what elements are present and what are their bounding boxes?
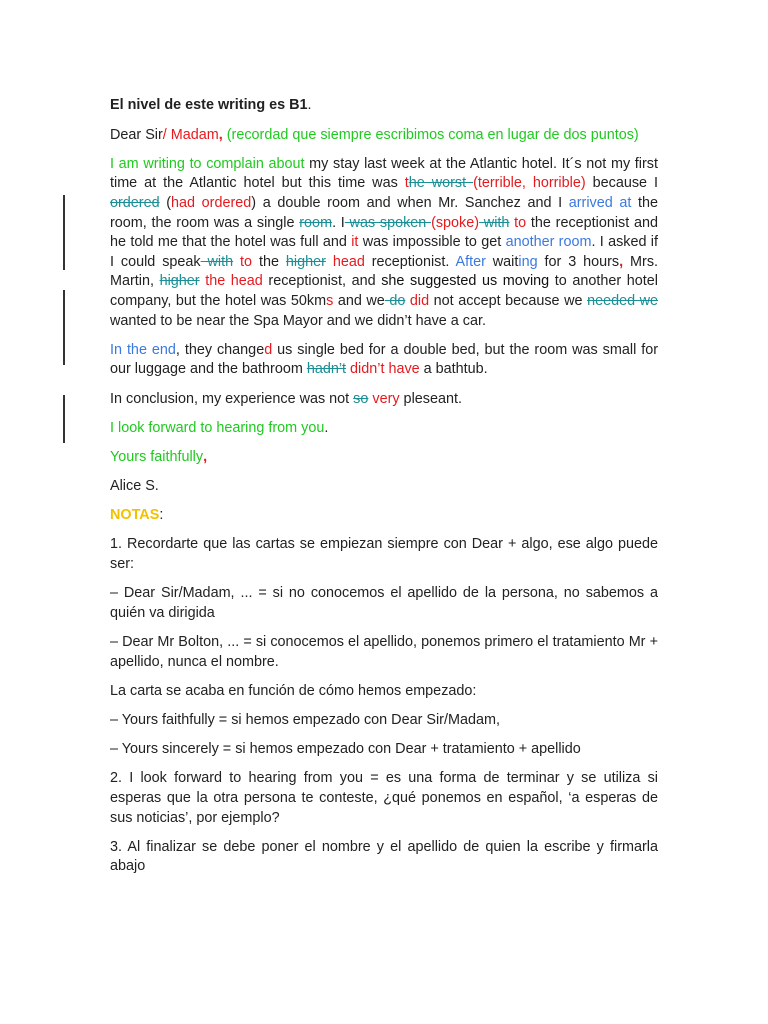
- document-page: [110, 96, 658, 887]
- note-3: – Dear Mr Bolton, ... = si conocemos el apellido, ponemos primero el tratamiento Mr + apellido, nunca el nombre.: [110, 634, 658, 670]
- note-8: 3. Al finalizar se debe poner el nombre y el apellido de quien la escribe y firmarla abajo: [110, 838, 658, 875]
- note-6: – Yours sincerely = si hemos empezado con Dear + tratamiento + apellido: [110, 741, 581, 758]
- letter-paragraph-2: In the end, they changed us single bed for a double bed, but the room was small for our luggage and the bathroom hadn’t didn’t have a bathtub.: [110, 341, 658, 378]
- salutation-line: Dear Sir/ Madam, (recordad que siempre escribimos coma en lugar de dos puntos): [110, 126, 639, 143]
- signature: Alice S.: [110, 478, 159, 495]
- margin-change-bar-2: [63, 290, 65, 365]
- document-title: El nivel de este writing es B1.: [110, 97, 312, 113]
- sign-off: Yours faithfully,: [110, 448, 208, 465]
- note-2: – Dear Sir/Madam, ... = si no conocemos el apellido de la persona, no sabemos a quién va dirigida: [110, 585, 658, 621]
- note-4: La carta se acaba en función de cómo hemos empezado:: [110, 682, 477, 699]
- letter-paragraph-1: I am writing to complain about my stay last week at the Atlantic hotel. It´s not my first time at the Atlantic hotel but this time was the worst (terrible, horrible) because I ordered (had ordered) a double room and when Mr. Sanchez and I arrived at the room, the room was a single room. I was spoken (spoke) with to the receptionist and he told me that the hotel was full and it was impossible to get another room. I asked if I could speak with to the higher head receptionist. After waiting for 3 hours, Mrs. Martin, higher the head receptionist, and she suggested us moving to another hotel company, but the hotel was 50kms and we do did not accept because we needed we wanted to be near the Spa Mayor and we didn’t have a car.: [110, 155, 659, 329]
- note-7: 2. I look forward to hearing from you = es una forma de terminar y se utiliza si esperas que la otra persona te conteste, ¿qué ponemos en español, ‘a esperas de sus noticias’, por ejemplo?: [110, 770, 658, 826]
- notes-heading: NOTAS:: [110, 507, 164, 524]
- margin-change-bar-3: [63, 395, 65, 443]
- margin-change-bar-1: [63, 195, 65, 270]
- letter-conclusion: In conclusion, my experience was not so very pleseant.: [110, 390, 462, 407]
- note-5: – Yours faithfully = si hemos empezado con Dear Sir/Madam,: [110, 711, 500, 728]
- closing-sentence: I look forward to hearing from you.: [110, 419, 329, 436]
- note-1: 1. Recordarte que las cartas se empiezan siempre con Dear + algo, ese algo puede ser:: [110, 536, 658, 573]
